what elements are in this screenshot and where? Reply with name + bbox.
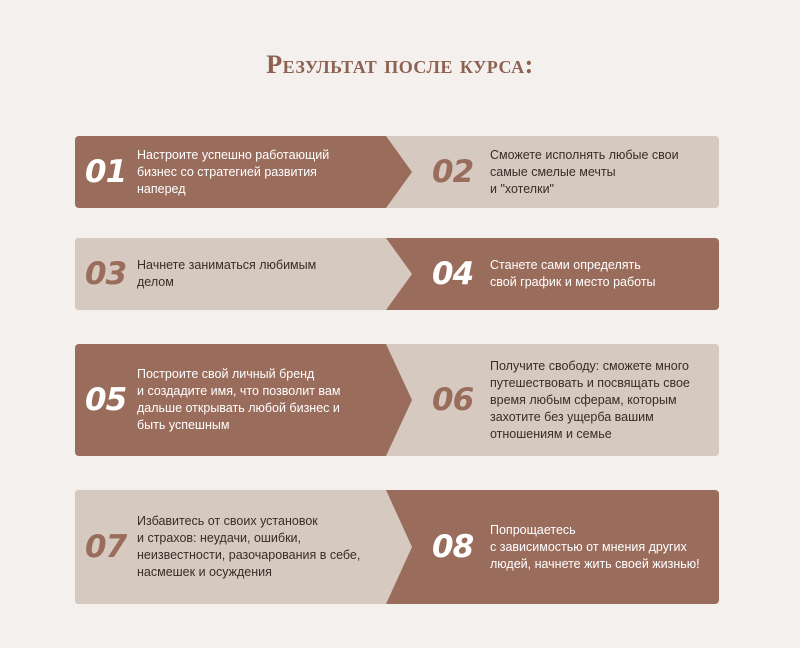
item-number: 04 bbox=[432, 256, 474, 292]
result-row bbox=[75, 490, 719, 604]
page-title: Результат после курса: bbox=[266, 50, 534, 79]
result-row bbox=[75, 136, 719, 208]
item-number: 08 bbox=[432, 529, 474, 565]
result-item-08 bbox=[405, 490, 719, 604]
result-item-01 bbox=[75, 136, 405, 208]
item-text: Начнете заниматься любимым делом bbox=[137, 258, 317, 289]
result-item-02 bbox=[405, 136, 719, 208]
item-number: 01 bbox=[85, 154, 127, 190]
result-row bbox=[75, 238, 719, 310]
item-number: 05 bbox=[85, 382, 127, 418]
result-item-04 bbox=[405, 238, 719, 310]
item-number: 02 bbox=[432, 154, 474, 190]
result-item-03 bbox=[75, 238, 405, 310]
result-row bbox=[75, 344, 719, 456]
item-number: 03 bbox=[85, 256, 127, 292]
item-text: Избавитесь от своих установок и страхов: неудачи, ошибки, неизвестности, разочарования в себе, насмешек и осуждения bbox=[137, 514, 361, 579]
item-text: Попрощаетесь с зависимостью от мнения других людей, начнете жить своей жизнью! bbox=[490, 522, 700, 571]
item-text: Построите свой личный бренд и создадите имя, что позволит вам дальше открывать любой бизнес и быть успешным bbox=[137, 367, 341, 432]
item-text: Сможете исполнять любые свои самые смелые мечты и "хотелки" bbox=[490, 147, 679, 196]
item-text: Получите свободу: сможете много путешествовать и посвящать свое время любым сферам, которым захотите без ущерба вашим отношениям и семье bbox=[490, 358, 690, 441]
result-item-06 bbox=[405, 344, 719, 456]
result-item-05 bbox=[75, 344, 405, 456]
result-item-07 bbox=[75, 490, 405, 604]
item-number: 07 bbox=[85, 529, 127, 565]
item-number: 06 bbox=[432, 382, 474, 418]
item-text: Настроите успешно работающий бизнес со стратегией развития наперед bbox=[137, 147, 330, 196]
item-text: Станете сами определять свой график и место работы bbox=[490, 258, 656, 289]
